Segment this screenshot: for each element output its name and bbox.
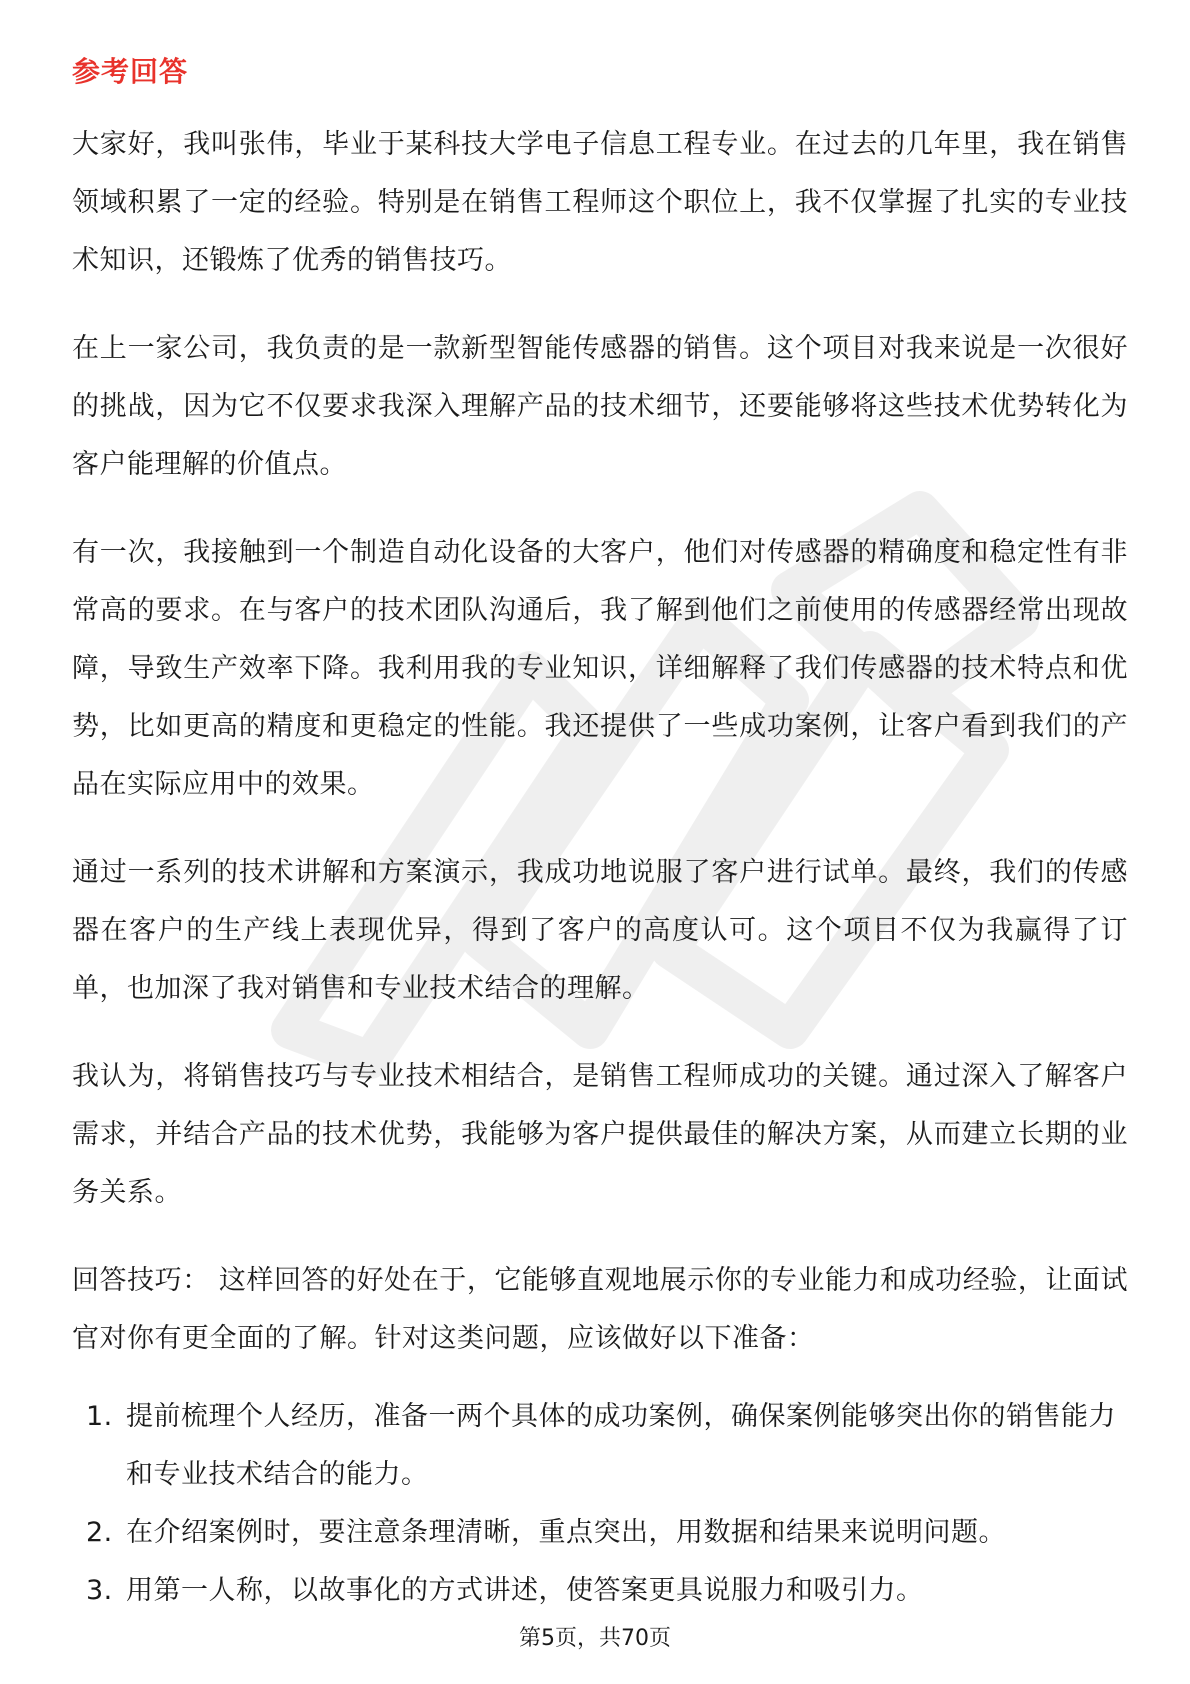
paragraph: 通过一系列的技术讲解和方案演示，我成功地说服了客户进行试单。最终，我们的传感器在客户的生产线上表现优异，得到了客户的高度认可。这个项目不仅为我赢得了订单，也加深了我对销售和专业技术结合的理解。: [72, 857, 1128, 1004]
list-item: [72, 1504, 1128, 1562]
list-item: [72, 1388, 1128, 1504]
list-number: 3.: [86, 1575, 113, 1606]
list-item-text: 提前梳理个人经历，准备一两个具体的成功案例，确保案例能够突出你的销售能力和专业技术结合的能力。: [126, 1401, 1116, 1490]
paragraph: 在上一家公司，我负责的是一款新型智能传感器的销售。这个项目对我来说是一次很好的挑战，因为它不仅要求我深入理解产品的技术细节，还要能够将这些技术优势转化为客户能理解的价值点。: [72, 333, 1128, 480]
list-item: [72, 1562, 1128, 1620]
tips-list: [72, 1388, 1128, 1620]
paragraph: 有一次，我接触到一个制造自动化设备的大客户，他们对传感器的精确度和稳定性有非常高的要求。在与客户的技术团队沟通后，我了解到他们之前使用的传感器经常出现故障，导致生产效率下降。我利用我的专业知识，详细解释了我们传感器的技术特点和优势，比如更高的精度和更稳定的性能。我还提供了一些成功案例，让客户看到我们的产品在实际应用中的效果。: [72, 537, 1128, 800]
paragraph: 大家好，我叫张伟，毕业于某科技大学电子信息工程专业。在过去的几年里，我在销售领域积累了一定的经验。特别是在销售工程师这个职位上，我不仅掌握了扎实的专业技术知识，还锻炼了优秀的销售技巧。: [72, 129, 1128, 276]
list-item-text: 用第一人称，以故事化的方式讲述，使答案更具说服力和吸引力。: [126, 1575, 924, 1606]
list-number: 2.: [86, 1517, 113, 1548]
section-heading: 参考回答: [72, 55, 189, 88]
list-number: 1.: [86, 1401, 113, 1432]
answer-body: [72, 116, 1128, 1620]
page-footer: 第5页，共70页: [519, 1626, 671, 1651]
list-item-text: 在介绍案例时，要注意条理清晰，重点突出，用数据和结果来说明问题。: [126, 1517, 1006, 1548]
paragraph: 我认为，将销售技巧与专业技术相结合，是销售工程师成功的关键。通过深入了解客户需求，并结合产品的技术优势，我能够为客户提供最佳的解决方案，从而建立长期的业务关系。: [72, 1061, 1128, 1208]
tips-intro: 回答技巧： 这样回答的好处在于，它能够直观地展示你的专业能力和成功经验，让面试官对你有更全面的了解。针对这类问题，应该做好以下准备：: [72, 1265, 1128, 1354]
